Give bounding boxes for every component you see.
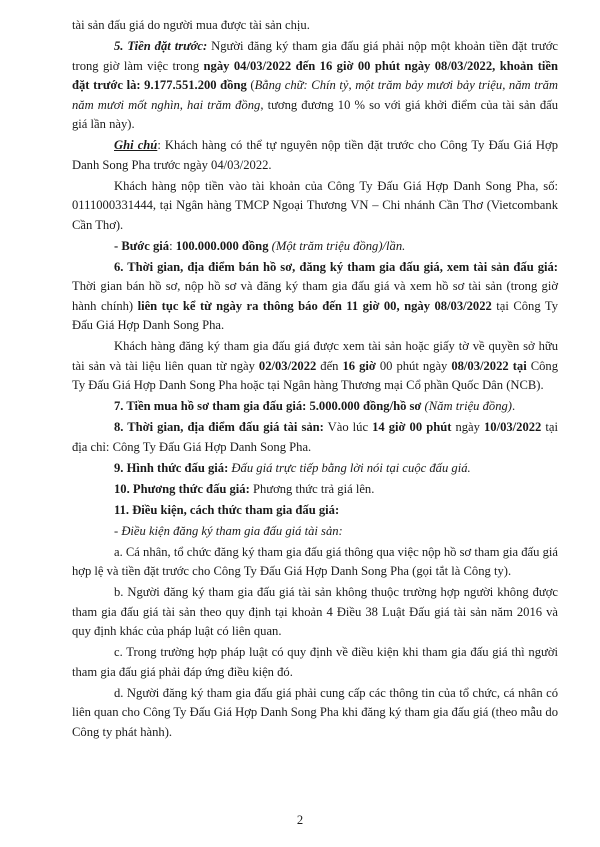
condition-c: c. Trong trường hợp pháp luật có quy định về điều kiện khi tham gia đấu giá thì người tham gia đấu giá phải đáp ứng điều kiện đó. [72,645,558,679]
note-label: Ghi chú [114,138,158,152]
condition-a: a. Cá nhân, tổ chức đăng ký tham gia đấu giá thông qua việc nộp hồ sơ tham gia đấu giá hợp lệ và tiền đặt trước cho Công Ty Đấu Giá Hợp Danh Song Pha (gọi tắt là Công ty). [72,544,558,578]
section-heading: 6. Thời gian, địa điểm bán hồ sơ, đăng ký tham gia đấu giá, xem tài sản đấu giá: [114,259,558,274]
paragraph-continuation: tài sản đấu giá do người mua được tài sản chịu. [72,18,310,32]
section-heading: 10. Phương thức đấu giá: [114,481,250,496]
section-heading: 9. Hình thức đấu giá: [114,460,229,475]
section-heading: 5. Tiền đặt trước: [114,39,208,53]
viewing-paragraph: Khách hàng đăng ký tham gia đấu giá được xem tài sản hoặc giấy tờ về quyền sở hữu tài sản và tài liệu liên quan từ ngày 02/03/2022 đến 16 giờ 00 phút ngày 08/03/2022 tại Công Ty Đấu Giá Hợp Danh Song Pha hoặc tại Ngân hàng Thương mại Cổ phần Quốc Dân (NCB). [72,339,558,392]
condition-d: d. Người đăng ký tham gia đấu giá phải cung cấp các thông tin của tổ chức, cá nhân có liên quan cho Công Ty Đấu Giá Hợp Danh Song Pha khi đăng ký tham gia đấu giá (theo mẫu do Công ty phát hành). [72,685,558,739]
section-auction-form: 9. Hình thức đấu giá: Đấu giá trực tiếp bằng lời nói tại cuộc đấu giá. [114,460,471,475]
document-body [72,16,558,744]
condition-b: b. Người đăng ký tham gia đấu giá tài sản không thuộc trường hợp người không được tham gia đấu giá tài sản theo quy định tại khoản 4 Điều 38 Luật Đấu giá tài sản năm 2016 và quy định khác của pháp luật có liên quan. [72,585,558,638]
bid-step-paragraph: - Bước giá: 100.000.000 đồng (Một trăm triệu đồng)/lần. [114,238,406,253]
section-heading: 8. Thời gian, địa điểm đấu giá tài sản: [114,420,324,434]
section-dossier-fee: 7. Tiền mua hồ sơ tham gia đấu giá: 5.000.000 đồng/hồ sơ (Năm triệu đồng). [114,399,516,413]
page-number: 2 [296,813,304,827]
section-deposit: 5. Tiền đặt trước: Người đăng ký tham gia đấu giá phải nộp một khoản tiền đặt trước trong giờ làm việc trong ngày 04/03/2022 đến 16 giờ 00 phút ngày 08/03/2022, khoản tiền đặt trước là: 9.177.551.200 đồng (Bằng chữ: Chín tỷ, một trăm bảy mươi bảy triệu, năm trăm năm mươi mốt nghìn, hai trăm đồng, tương đương 10 % so với giá khởi điểm của tài sản đấu giá lần này). [72,39,559,131]
section-registration-time: 6. Thời gian, địa điểm bán hồ sơ, đăng ký tham gia đấu giá, xem tài sản đấu giá: Thời gian bán hồ sơ, nộp hồ sơ và đăng ký tham gia đấu giá và xem hồ sơ tài sản (trong giờ hành chính) liên tục kể từ ngày ra thông báo đến 11 giờ 00, ngày 08/03/2022 tại Công Ty Đấu Giá Hợp Danh Song Pha. [72,259,558,332]
section-heading: 7. Tiền mua hồ sơ tham gia đấu giá: 5.000.000 đồng/hồ sơ [114,399,422,413]
subsection-conditions: - Điều kiện đăng ký tham gia đấu giá tài sản: [114,523,343,538]
section-heading: 11. Điều kiện, cách thức tham gia đấu giá: [114,502,340,517]
section-auction-time: 8. Thời gian, địa điểm đấu giá tài sản: Vào lúc 14 giờ 00 phút ngày 10/03/2022 tại địa chỉ: Công Ty Đấu Giá Hợp Danh Song Pha. [72,420,558,454]
section-auction-method: 10. Phương thức đấu giá: Phương thức trả giá lên. [114,481,375,496]
section-conditions [72,501,558,521]
bank-account-paragraph: Khách hàng nộp tiền vào tài khoản của Công Ty Đấu Giá Hợp Danh Song Pha, số: 0111000331444, tại Ngân hàng TMCP Ngoại Thương VN – Chi nhánh Cần Thơ (Vietcombank Cần Thơ). [72,178,558,232]
note-paragraph: Ghi chú: Khách hàng có thể tự nguyên nộp tiền đặt trước cho Công Ty Đấu Giá Hợp Danh Song Pha trước ngày 04/03/2022. [72,138,558,172]
